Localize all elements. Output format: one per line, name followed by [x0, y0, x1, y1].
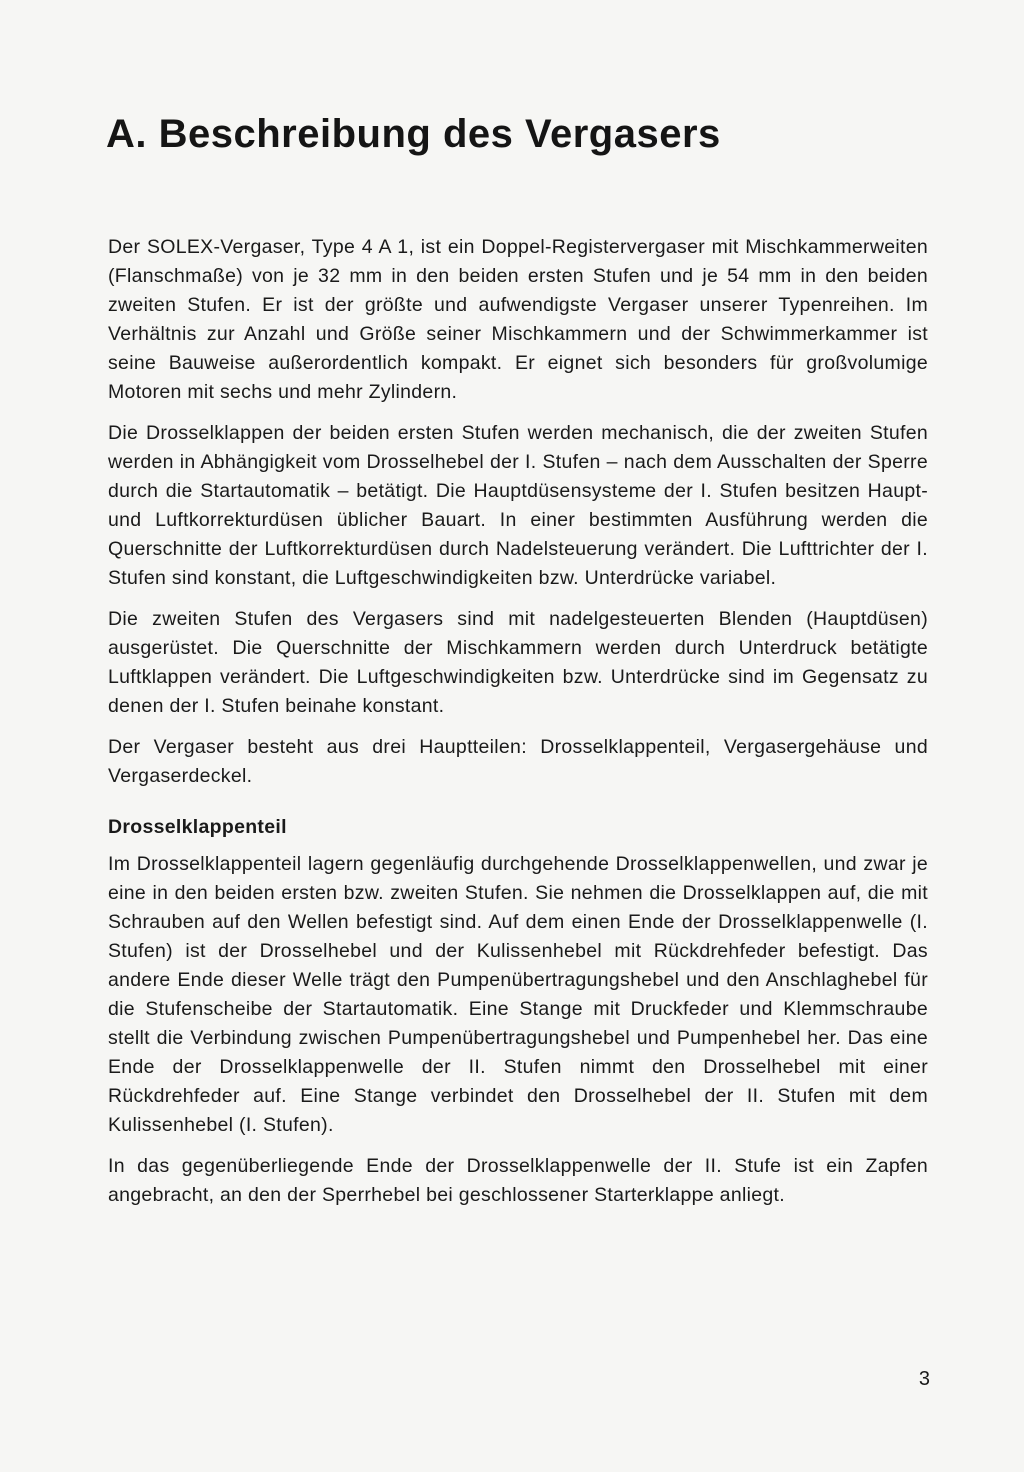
paragraph-hauptteile: Der Vergaser besteht aus drei Hauptteilen: Drosselklappenteil, Vergasergehäuse und Vergaserdeckel.	[108, 736, 928, 787]
page-number: 3	[918, 1368, 930, 1390]
section-heading: Drosselklappenteil	[108, 816, 287, 838]
body-text	[108, 233, 928, 1222]
section-paragraph: In das gegenüberliegende Ende der Drosselklappenwelle der II. Stufe ist ein Zapfen angebracht, an den der Sperrhebel bei geschlossener Starterklappe anliegt.	[108, 1155, 928, 1206]
page-title: A. Beschreibung des Vergasers	[106, 112, 721, 156]
section-paragraph: Im Drosselklappenteil lagern gegenläufig durchgehende Drosselklappenwellen, und zwar je eine in den beiden ersten bzw. zweiten Stufen. Sie nehmen die Drosselklappen auf, die mit Schrauben auf den Wellen befestigt sind. Auf dem einen Ende der Drosselklappenwelle (I. Stufen) ist der Drosselhebel und der Kulissenhebel mit Rückdrehfeder befestigt. Das andere Ende dieser Welle trägt den Pumpenübertragungshebel und den Anschlaghebel für die Stufenscheibe der Startautomatik. Eine Stange mit Druckfeder und Klemmschraube stellt die Verbindung zwischen Pumpenübertragungshebel und Pumpenhebel her. Das eine Ende der Drosselklappenwelle der II. Stufen nimmt den Drosselhebel mit einer Rückdrehfeder auf. Eine Stange verbindet den Drosselhebel der II. Stufen mit dem Kulissenhebel (I. Stufen).	[108, 853, 928, 1136]
paragraph-zweite-stufen: Die zweiten Stufen des Vergasers sind mit nadelgesteuerten Blenden (Hauptdüsen) ausgerüstet. Die Querschnitte der Mischkammern werden durch Unterdruck betätigte Luftklappen verändert. Die Luftgeschwindigkeiten bzw. Unterdrücke sind im Gegensatz zu denen der I. Stufen beinahe konstant.	[108, 608, 928, 717]
paragraph-drosselklappen: Die Drosselklappen der beiden ersten Stufen werden mechanisch, die der zweiten Stufen werden in Abhängigkeit vom Drosselhebel der I. Stufen – nach dem Ausschalten der Sperre durch die Startautomatik – betätigt. Die Hauptdüsensysteme der I. Stufen besitzen Haupt- und Luftkorrekturdüsen üblicher Bauart. In einer bestimmten Ausführung werden die Querschnitte der Luftkorrekturdüsen durch Nadelsteuerung verändert. Die Lufttrichter der I. Stufen sind konstant, die Luftgeschwindigkeiten bzw. Unterdrücke variabel.	[108, 422, 928, 589]
paragraph-intro: Der SOLEX-Vergaser, Type 4 A 1, ist ein Doppel-Registervergaser mit Mischkammerweiten (Flanschmaße) von je 32 mm in den beiden ersten Stufen und je 54 mm in den beiden zweiten Stufen. Er ist der größte und aufwendigste Vergaser unserer Typenreihen. Im Verhältnis zur Anzahl und Größe seiner Mischkammern und der Schwimmerkammer ist seine Bauweise außerordentlich kompakt. Er eignet sich besonders für großvolumige Motoren mit sechs und mehr Zylindern.	[108, 236, 928, 403]
